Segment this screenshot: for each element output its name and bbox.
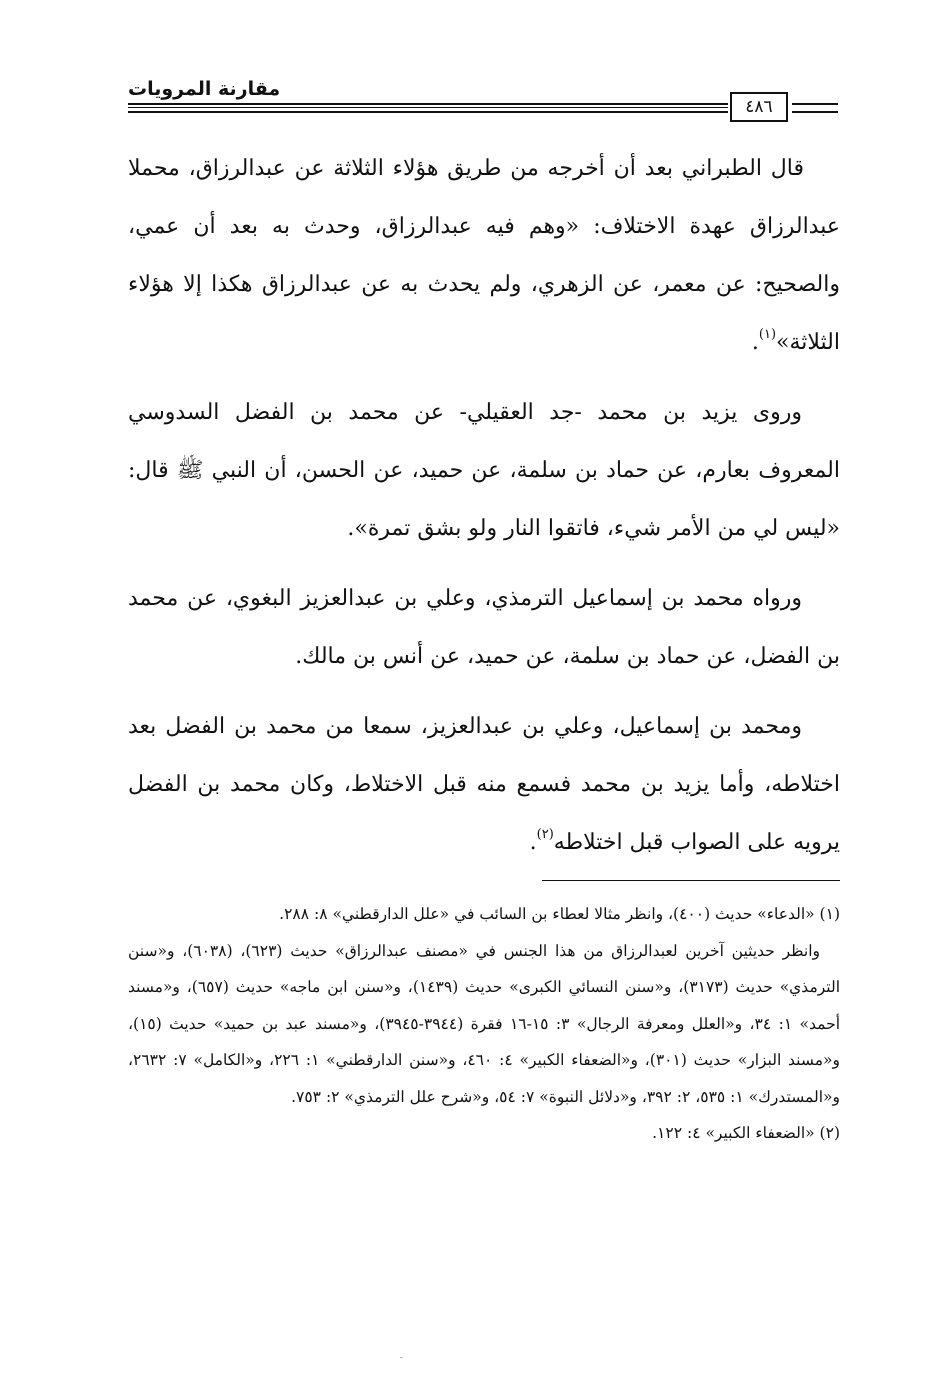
header-rule [128, 103, 728, 113]
paragraph: وروى يزيد بن محمد -جد العقيلي- عن محمد بن الفضل السدوسي المعروف بعارم، عن حماد بن سلمة، عن حميد، عن الحسن، أن النبي ﷺ قال: «ليس لي من الأمر شيء، فاتقوا النار ولو بشق تمرة». [128, 400, 840, 541]
footnote-1-continuation: وانظر حديثين آخرين لعبدالرزاق من هذا الجنس في «مصنف عبدالرزاق» حديث (٦٢٣)، (٦٠٣٨)، و«سنن الترمذي» حديث (٣١٧٣)، و«سنن النسائي الكبرى» حديث (١٤٣٩)، و«سنن ابن ماجه» حديث (٦٥٧)، و«مسند أحمد» ١: ٣٤، و«العلل ومعرفة الرجال» ٣: ١٥-١٦ فقرة (٣٩٤٤-٣٩٤٥)، و«مسند عبد بن حميد» حديث (١٥)، و«مسند البزار» حديث (٣٠١)، و«الضعفاء الكبير» ٤: ٤٦٠، و«سنن الدارقطني» ١: ٢٢٦، و«الكامل» ٧: ٢٦٣٢، و«المستدرك» ١: ٥٣٥، ٢: ٣٩٢، و«دلائل النبوة» ٧: ٥٤، و«شرح علل الترمذي» ٢: ٧٥٣. [128, 941, 841, 1106]
paragraph: ومحمد بن إسماعيل، وعلي بن عبدالعزيز، سمعا من محمد بن الفضل بعد اختلاطه، وأما يزيد بن محمد فسمع منه قبل الاختلاط، وكان محمد بن الفضل يرويه على الصواب قبل اختلاطه$^{(٢)}$. [128, 714, 840, 855]
footnote-mark: (١) [758, 327, 777, 342]
scan-artifact [400, 1357, 403, 1358]
footnotes [128, 896, 840, 1152]
footnote-mark: (٢) [536, 827, 554, 842]
running-title: مقارنة المرويات [128, 78, 281, 100]
footnote-2: (٢) «الضعفاء الكبير» ٤: ١٢٢. [652, 1124, 840, 1142]
paragraph: ورواه محمد بن إسماعيل الترمذي، وعلي بن عبدالعزيز البغوي، عن محمد بن الفضل، عن حماد بن سلمة، عن حميد، عن أنس بن مالك. [128, 586, 840, 669]
main-text [128, 140, 840, 884]
footnote-separator [542, 880, 840, 881]
footnote-1: (١) «الدعاء» حديث (٤٠٠)، وانظر مثالا لعطاء بن السائب في «علل الدارقطني» ٨: ٢٨٨. [279, 905, 840, 923]
paragraph: قال الطبراني بعد أن أخرجه من طريق هؤلاء الثلاثة عن عبدالرزاق، محملا عبدالرزاق عهدة الاختلاف: «وهم فيه عبدالرزاق، وحدث به بعد أن عمي، والصحيح: عن معمر، عن الزهري، ولم يحدث به عن عبدالرزاق هكذا إلا هؤلاء الثلاثة»$^{(١)}$. [128, 156, 840, 355]
header-rule-short [792, 103, 838, 113]
page-number: ٤٨٦ [730, 92, 788, 122]
